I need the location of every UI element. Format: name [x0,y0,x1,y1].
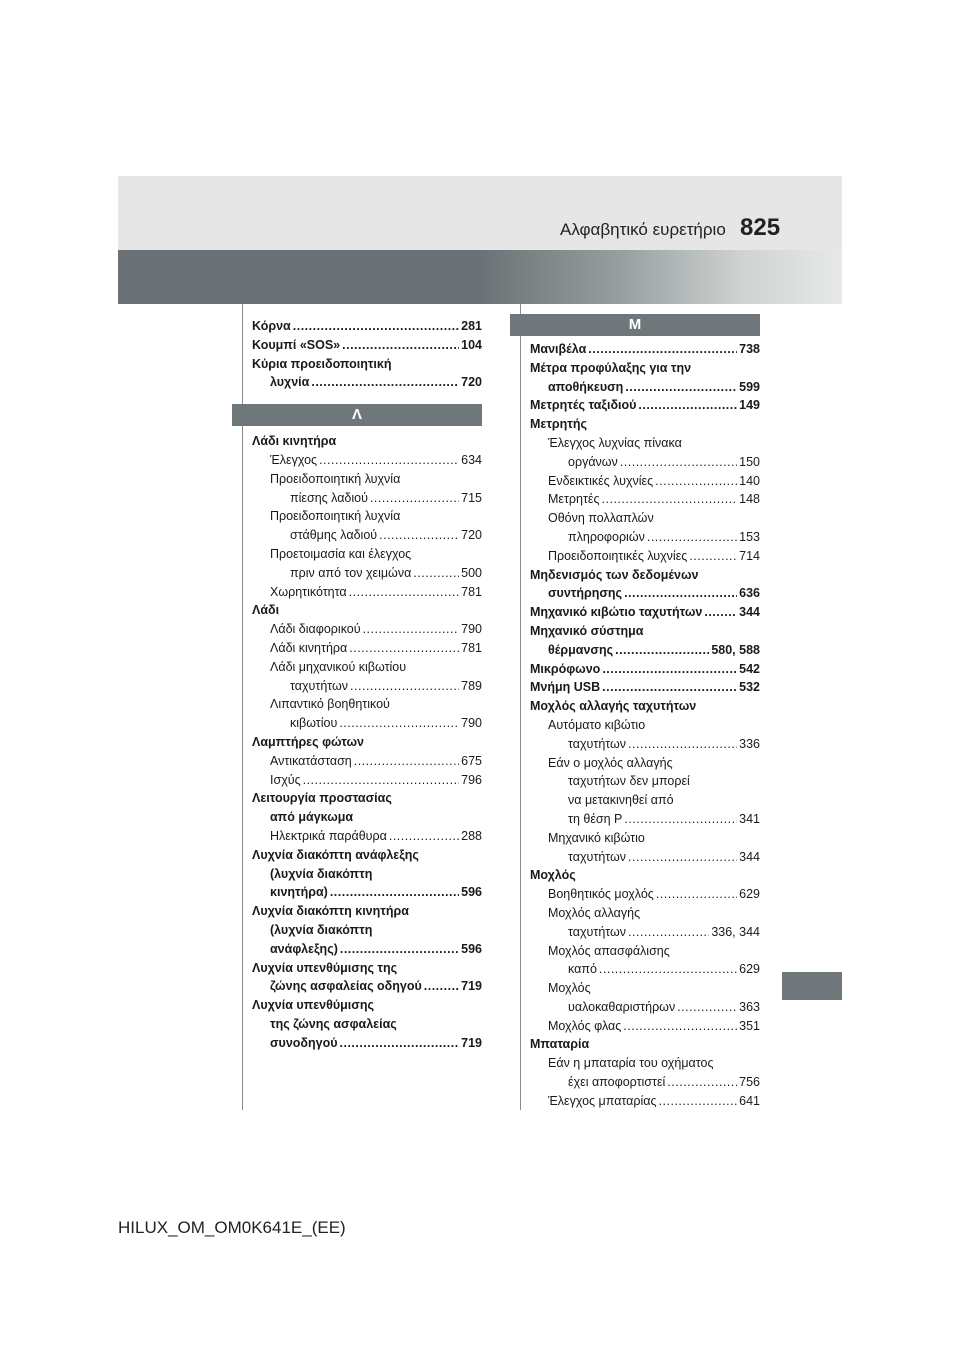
right-entries [530,340,760,1111]
left-index-column [252,317,482,1052]
entry-text-line: Οθόνη πολλαπλών [548,511,654,526]
index-entry [530,754,760,829]
index-entry [530,566,760,604]
entry-page-number: 580, 588 [711,642,760,657]
header-gradient-bar [118,250,842,304]
dot-leader [615,641,709,660]
index-entry [252,695,482,733]
entry-label: Αντικατάσταση [270,753,352,768]
entry-page-number: 351 [739,1018,760,1033]
entry-text-line: (λυχνία διακόπτη [270,922,373,937]
entry-label: Μικρόφωνο [530,661,601,676]
entry-label: οργάνων [568,454,618,469]
entry-text-line: Μηχανικό σύστημα [530,623,644,638]
chapter-tab-marker [782,972,842,1000]
dot-leader [647,528,737,547]
entry-page-number: 781 [461,584,482,599]
index-entry [530,1035,760,1054]
dot-leader [424,977,459,996]
page-number: 825 [740,214,781,241]
entry-text-line: Λάδι κινητήρα [252,434,337,449]
page-title: Αλφαβητικό ευρετήριο [560,220,726,239]
entry-text-line: Μέτρα προφύλαξης για την [530,360,692,375]
entry-label: Ηλεκτρικά παράθυρα [270,828,387,843]
entry-text-line: ταχυτήτων δεν μπορεί [568,774,690,789]
index-entry [530,885,760,904]
index-entry [252,752,482,771]
section-header-mu: Μ [510,314,760,336]
entry-page-number: 636 [739,586,760,601]
entry-page-number: 634 [461,452,482,467]
index-entry [252,846,482,902]
index-entry [530,603,760,622]
entry-text-line: Λυχνία υπενθύμισης της [252,960,398,975]
dot-leader [620,453,737,472]
dot-leader [625,378,737,397]
entry-text-line: Έλεγχος λυχνίας πίνακα [548,435,682,450]
entry-text-line: Μοχλός [530,868,576,883]
entry-label: θέρμανσης [548,642,614,657]
dot-leader [623,1017,737,1036]
entry-page-number: 104 [461,337,482,352]
entry-label: Κόρνα [252,319,291,333]
entry-label: Ισχύς [270,772,301,787]
index-entry [530,979,760,1017]
entry-text-line: Εάν η μπαταρία του οχήματος [548,1056,714,1071]
dot-leader [303,771,460,790]
entry-label: καπό [568,962,597,977]
entry-page-number: 140 [739,473,760,488]
entry-label: Λάδι κινητήρα [270,640,348,655]
entry-page-number: 738 [739,342,760,356]
index-entry [530,434,760,472]
entry-label: Μετρητές ταξιδιού [530,398,637,413]
index-entry [530,1092,760,1111]
entry-page-number: 641 [739,1093,760,1108]
index-entry [252,583,482,602]
entry-page-number: 150 [739,454,760,469]
entry-label: Έλεγχος μπαταρίας [548,1093,657,1108]
entry-page-number: 336 [739,736,760,751]
index-entry [252,658,482,696]
entry-page-number: 148 [739,492,760,507]
dot-leader [602,678,737,697]
index-entry [252,470,482,508]
entry-text-line: Λιπαντικό βοηθητικού [270,697,390,712]
entry-text-line: Λάδι μηχανικού κιβωτίου [270,659,407,674]
entry-label: στάθμης λαδιού [290,528,378,543]
entry-page-number: 599 [739,379,760,394]
entry-label: Ενδεικτικές λυχνίες [548,473,654,488]
entry-text-line: Μπαταρία [530,1037,590,1052]
header-band [118,176,842,250]
dot-leader [339,714,459,733]
entry-label: Προειδοποιητικές λυχνίες [548,548,688,563]
left-pre-entries [252,317,482,392]
entry-label: αποθήκευση [548,379,624,394]
entry-page-number: 720 [461,375,482,390]
index-entry [530,942,760,980]
entry-page-number: 542 [739,661,760,676]
entry-page-number: 756 [739,1075,760,1090]
entry-label: ταχυτήτων [568,849,627,864]
entry-label: ταχυτήτων [568,736,627,751]
entry-text-line: Προετοιμασία και έλεγχος [270,546,412,561]
entry-page-number: 596 [461,885,482,900]
entry-label: ταχυτήτων [568,924,627,939]
entry-page-number: 719 [461,1035,482,1050]
entry-text-line: Κύρια προειδοποιητική [252,356,392,371]
index-entry [530,866,760,885]
entry-page-number: 281 [461,319,482,333]
dot-leader [413,564,459,583]
dot-leader [667,1073,737,1092]
index-entry [252,601,482,620]
index-entry [530,396,760,415]
index-entry [530,509,760,547]
entry-page-number: 149 [739,398,760,413]
entry-text-line: Μηδενισμός των δεδομένων [530,567,699,582]
entry-page-number: 153 [739,529,760,544]
dot-leader [677,998,737,1017]
entry-label: έχει αποφορτιστεί [568,1075,666,1090]
dot-leader [656,885,737,904]
entry-page-number: 288 [461,828,482,843]
right-index-column [530,314,760,1111]
entry-page-number: 344 [739,605,760,620]
entry-text-line: Λυχνία διακόπτη ανάφλεξης [252,847,419,862]
entry-label: συνοδηγού [270,1035,338,1050]
entry-label: υαλοκαθαριστήρων [568,999,676,1014]
entry-page-number: 629 [739,962,760,977]
dot-leader [349,583,460,602]
entry-page-number: 790 [461,716,482,731]
footer-doc-code: HILUX_OM_OM0K641E_(EE) [118,1218,346,1237]
index-entry [252,336,482,355]
entry-page-number: 789 [461,678,482,693]
index-entry [530,678,760,697]
dot-leader [389,827,459,846]
index-entry [530,829,760,867]
entry-page-number: 596 [461,941,482,956]
entry-page-number: 344 [739,849,760,864]
dot-leader [628,923,709,942]
index-entry [530,340,760,359]
dot-leader [319,451,459,470]
entry-label: Βοηθητικός μοχλός [548,887,654,902]
index-entry [252,545,482,583]
index-entry [530,697,760,716]
dot-leader [349,639,459,658]
entry-label: ζώνης ασφαλείας οδηγού [270,979,422,994]
left-entries [252,432,482,1052]
entry-label: Χωρητικότητα [270,584,347,599]
dot-leader [340,1034,460,1053]
entry-label: πίεσης λαδιού [290,490,368,505]
entry-text-line: (λυχνία διακόπτη [270,866,373,881]
index-entry [252,733,482,752]
entry-label: Λάδι διαφορικού [270,622,361,637]
entry-label: Έλεγχος [270,452,318,467]
index-entry [252,355,482,393]
dot-leader [624,810,737,829]
dot-leader [689,547,737,566]
dot-leader [659,1092,738,1111]
entry-text-line: Λυχνία διακόπτη κινητήρα [252,904,409,919]
entry-text-line: της ζώνης ασφαλείας [270,1016,397,1031]
index-entry [530,904,760,942]
index-entry [252,771,482,790]
entry-page-number: 720 [461,528,482,543]
dot-leader [370,489,459,508]
index-entry [252,639,482,658]
dot-leader [602,490,738,509]
dot-leader [350,677,459,696]
dot-leader [363,620,460,639]
entry-text-line: Μετρητής [530,417,588,432]
entry-page-number: 675 [461,753,482,768]
index-entry [252,432,482,451]
index-entry [252,507,482,545]
entry-page-number: 363 [739,999,760,1014]
index-entry [530,472,760,491]
entry-text-line: Εάν ο μοχλός αλλαγής [548,755,673,770]
entry-label: πριν από τον χειμώνα [290,565,412,580]
index-entry [252,996,482,1052]
dot-leader [293,317,459,336]
entry-text-line: Λειτουργία προστασίας [252,791,392,806]
entry-page-number: 719 [461,979,482,994]
entry-label: πληροφοριών [568,529,645,544]
dot-leader [588,340,737,359]
index-entry [530,490,760,509]
index-entry [252,902,482,958]
index-entry [252,620,482,639]
dot-leader [638,396,737,415]
index-entry [530,622,760,660]
dot-leader [602,660,737,679]
dot-leader [330,883,459,902]
index-entry [252,317,482,336]
entry-label: λυχνία [270,375,310,390]
entry-text-line: Μοχλός αλλαγής ταχυτήτων [530,699,697,714]
index-entry [252,959,482,997]
entry-page-number: 629 [739,887,760,902]
index-entry [252,827,482,846]
entry-label: Μηχανικό κιβώτιο ταχυτήτων [530,605,703,620]
index-entry [530,660,760,679]
dot-leader [342,336,459,355]
entry-page-number: 341 [739,811,760,826]
entry-label: κιβωτίου [290,716,338,731]
dot-leader [311,373,459,392]
entry-page-number: 790 [461,622,482,637]
right-column-rule [520,304,521,1110]
dot-leader [628,848,737,867]
index-entry [252,451,482,470]
dot-leader [379,526,459,545]
entry-label: κινητήρα) [270,885,328,900]
index-entry [530,415,760,434]
entry-page-number: 781 [461,640,482,655]
entry-page-number: 796 [461,772,482,787]
entry-label: ταχυτήτων [290,678,349,693]
entry-page-number: 532 [739,680,760,695]
dot-leader [354,752,459,771]
index-entry [530,547,760,566]
entry-text-line: Μηχανικό κιβώτιο [548,830,645,845]
entry-text-line: Αυτόματο κιβώτιο [548,717,646,732]
dot-leader [340,940,459,959]
dot-leader [628,735,737,754]
entry-label: τη θέση P [568,811,623,826]
entry-text-line: από μάγκωμα [270,810,354,825]
entry-page-number: 336, 344 [711,924,760,939]
dot-leader [624,584,737,603]
entry-text-line: Μοχλός [548,981,591,996]
entry-text-line: Προειδοποιητική λυχνία [270,471,401,486]
entry-label: Μνήμη USB [530,680,601,695]
index-entry [530,359,760,397]
entry-page-number: 500 [461,565,482,580]
entry-label: Μετρητές [548,492,600,507]
dot-leader [599,960,737,979]
index-entry [530,716,760,754]
entry-text-line: Λαμπτήρες φώτων [252,734,364,749]
section-header-lambda: Λ [232,404,482,426]
entry-label: ανάφλεξης) [270,941,338,956]
index-entry [252,789,482,827]
index-entry [530,1017,760,1036]
entry-text-line: Λάδι [252,603,280,618]
entry-text-line: Μοχλός αλλαγής [548,905,641,920]
index-entry [530,1054,760,1092]
entry-text-line: Λυχνία υπενθύμισης [252,998,374,1013]
entry-label: Μανιβέλα [530,342,587,356]
entry-text-line: να μετακινηθεί από [568,793,674,808]
entry-page-number: 715 [461,490,482,505]
dot-leader [704,603,737,622]
entry-text-line: Μοχλός απασφάλισης [548,943,670,958]
dot-leader [655,472,737,491]
entry-label: συντήρησης [548,586,623,601]
entry-text-line: Προειδοποιητική λυχνία [270,509,401,524]
entry-page-number: 714 [739,548,760,563]
entry-label: Κουμπί «SOS» [252,337,341,352]
entry-label: Μοχλός φλας [548,1018,622,1033]
